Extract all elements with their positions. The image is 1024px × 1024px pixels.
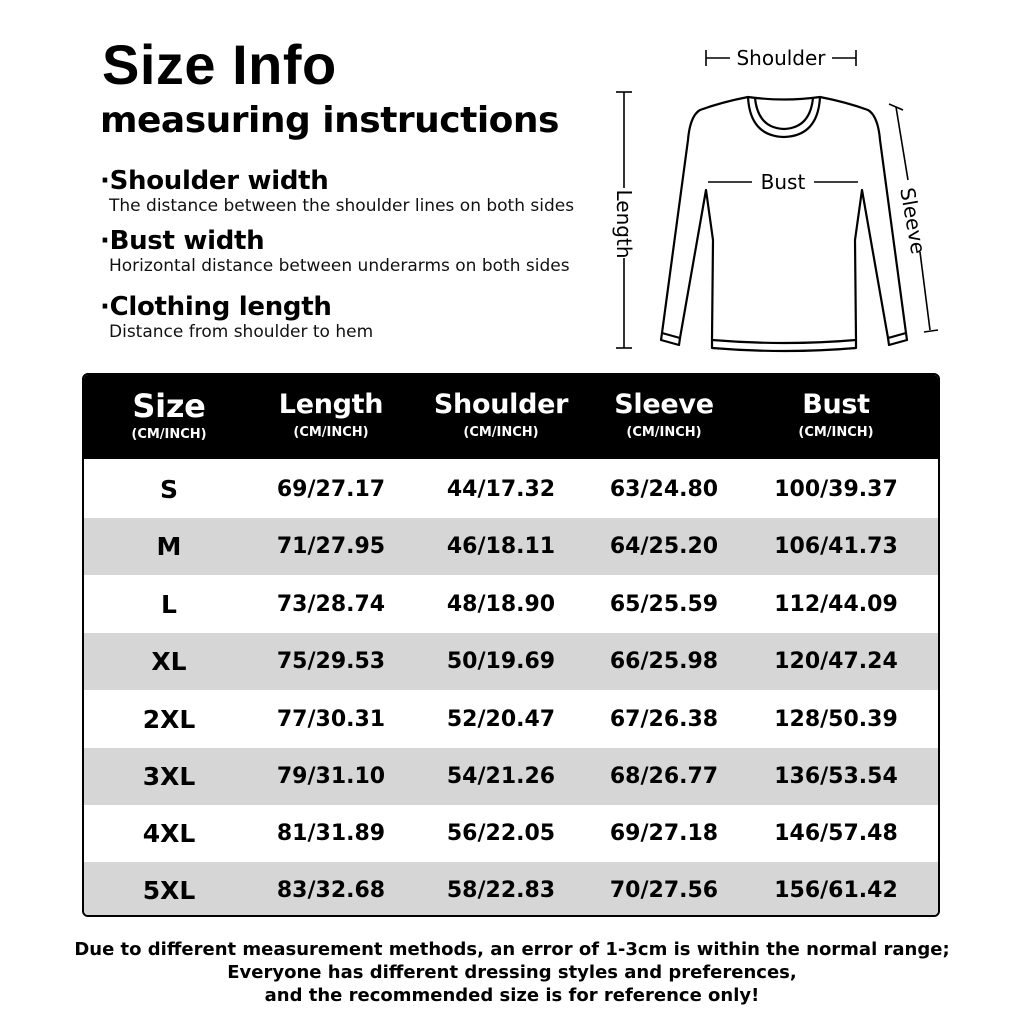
measurement-cell: 70/27.56 (609, 878, 719, 903)
column-label: Shoulder (433, 389, 569, 420)
measurement-cell: 67/26.38 (609, 707, 719, 732)
instruction-desc: Distance from shoulder to hem (109, 322, 374, 342)
size-cell: 3XL (142, 762, 196, 791)
length-label: Length (612, 189, 636, 259)
measurement-cell: 69/27.17 (276, 477, 386, 502)
column-unit: (CM/INCH) (626, 425, 702, 440)
measurement-cell: 64/25.20 (609, 534, 719, 559)
measurement-cell: 68/26.77 (609, 764, 719, 789)
size-cell: S (159, 475, 178, 504)
measurement-cell: 120/47.24 (774, 649, 898, 674)
size-cell: 4XL (142, 819, 196, 848)
measurement-cell: 156/61.42 (774, 878, 898, 903)
measurement-cell: 128/50.39 (774, 707, 898, 732)
note-line: and the recommended size is for reference only! (264, 985, 760, 1006)
column-unit: (CM/INCH) (798, 425, 874, 440)
column-header-bust (734, 375, 938, 459)
note-line: Due to different measurement methods, an error of 1-3cm is within the normal range; (74, 939, 950, 960)
shoulder-label: Shoulder (736, 46, 826, 70)
measurement-cell: 50/19.69 (446, 649, 556, 674)
bust-label: Bust (760, 170, 806, 194)
table-row (84, 576, 938, 633)
instruction-length (100, 292, 373, 342)
measurement-cell: 106/41.73 (774, 534, 898, 559)
page-subtitle: measuring instructions (100, 100, 559, 141)
size-table (82, 373, 940, 917)
table-row (84, 748, 938, 805)
table-header (84, 375, 938, 459)
column-label: Length (278, 389, 384, 420)
measurement-cell: 69/27.18 (609, 821, 719, 846)
measurement-cell: 71/27.95 (276, 534, 386, 559)
column-header-size (84, 375, 254, 459)
measurement-cell: 46/18.11 (446, 534, 556, 559)
table-row (84, 691, 938, 748)
page-title: Size Info (102, 33, 337, 96)
table-row (84, 805, 938, 862)
measurement-cell: 58/22.83 (446, 878, 556, 903)
measurement-cell: 63/24.80 (609, 477, 719, 502)
measurement-diagram (600, 40, 960, 360)
measurement-cell: 65/25.59 (609, 592, 719, 617)
measurement-cell: 136/53.54 (774, 764, 898, 789)
disclaimer-note (0, 938, 1024, 1007)
size-cell: 2XL (142, 705, 196, 734)
column-label: Bust (802, 389, 870, 420)
measurement-cell: 54/21.26 (446, 764, 556, 789)
measurement-cell: 79/31.10 (276, 764, 386, 789)
column-label: Sleeve (614, 389, 714, 420)
instruction-desc: Horizontal distance between underarms on both sides (109, 256, 570, 276)
column-label: Size (132, 387, 206, 425)
column-unit: (CM/INCH) (131, 427, 207, 442)
instruction-name: ·Bust width (100, 226, 265, 256)
instruction-bust (100, 226, 570, 276)
column-unit: (CM/INCH) (463, 425, 539, 440)
measurement-cell: 112/44.09 (774, 592, 898, 617)
table-row (84, 862, 938, 917)
measurement-cell: 75/29.53 (276, 649, 386, 674)
table-row (84, 518, 938, 575)
measurement-cell: 77/30.31 (276, 707, 386, 732)
table-row (84, 633, 938, 690)
column-unit: (CM/INCH) (293, 425, 369, 440)
sleeve-label: Sleeve (895, 185, 931, 256)
instruction-name: ·Shoulder width (100, 166, 329, 196)
measurement-cell: 56/22.05 (446, 821, 556, 846)
measurement-cell: 44/17.32 (446, 477, 556, 502)
size-cell: XL (151, 647, 187, 676)
instruction-shoulder (100, 166, 574, 216)
column-header-sleeve (594, 375, 734, 459)
long-sleeve-shirt-icon (661, 97, 907, 351)
measurement-cell: 73/28.74 (276, 592, 386, 617)
size-cell: L (161, 590, 177, 619)
measurement-cell: 146/57.48 (774, 821, 898, 846)
measurement-cell: 81/31.89 (276, 821, 386, 846)
column-header-shoulder (408, 375, 594, 459)
measurement-cell: 83/32.68 (276, 878, 386, 903)
measurement-cell: 52/20.47 (446, 707, 556, 732)
measurement-cell: 48/18.90 (446, 592, 556, 617)
column-header-length (254, 375, 408, 459)
size-cell: 5XL (142, 876, 196, 905)
instruction-desc: The distance between the shoulder lines on both sides (109, 196, 575, 216)
table-row (84, 461, 938, 518)
note-line: Everyone has different dressing styles and preferences, (227, 962, 797, 983)
measurement-cell: 100/39.37 (774, 477, 898, 502)
instruction-name: ·Clothing length (100, 292, 332, 322)
size-cell: M (156, 532, 182, 561)
measurement-cell: 66/25.98 (609, 649, 719, 674)
